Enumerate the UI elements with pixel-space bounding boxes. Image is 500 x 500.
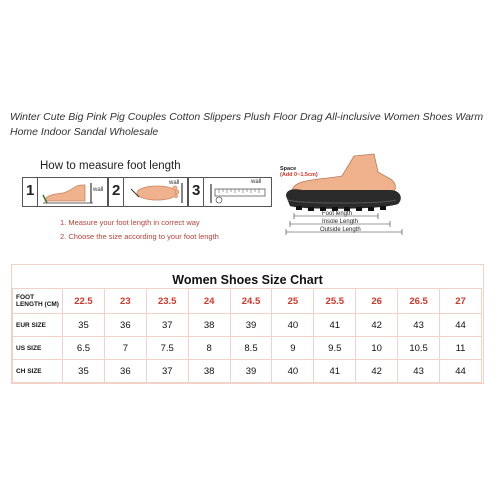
size-cell: 10.5 [398,337,440,360]
measure-step-2 [108,177,188,207]
insole-length-label: Insole Length [322,219,359,225]
size-cell: 35 [63,314,105,337]
measure-step-1 [22,177,108,207]
instruction-2: 2. Choose the size according to your foot length [60,232,219,241]
size-cell: 36 [104,360,146,383]
row-label: CH SIZE [13,360,63,383]
product-title-line1: Winter Cute Big Pink Pig Couples Cotton Slippers Plush Floor Drag All-inclusive Women Shoes Warm [10,111,484,123]
size-cell: 10 [356,337,398,360]
row-label: FOOT LENGTH (CM) [13,289,63,314]
size-chart-title: Women Shoes Size Chart [172,273,323,287]
size-cell: 25 [272,289,314,314]
product-title [10,110,490,140]
table-row [13,337,482,360]
size-cell: 42 [356,360,398,383]
size-cell: 8.5 [230,337,272,360]
size-cell: 25.5 [314,289,356,314]
size-cell: 43 [398,360,440,383]
measure-guide-title: How to measure foot length [40,160,181,172]
size-cell: 22.5 [63,289,105,314]
row-label: US SIZE [13,337,63,360]
size-cell: 41 [314,360,356,383]
size-table [12,288,482,383]
step-number-2: 2 [112,182,121,199]
row-label: EUR SIZE [13,314,63,337]
size-cell: 11 [440,337,482,360]
foot-length-label: Foot length [322,211,353,217]
size-cell: 37 [146,314,188,337]
size-cell: 23.5 [146,289,188,314]
table-row [13,314,482,337]
instruction-1: 1. Measure your foot length in correct way [60,218,200,227]
size-cell: 43 [398,314,440,337]
size-cell: 44 [440,360,482,383]
size-cell: 37 [146,360,188,383]
size-cell: 42 [356,314,398,337]
step-number-3: 3 [192,182,201,199]
table-row [13,289,482,314]
size-cell: 6.5 [63,337,105,360]
wall-label-1: wall [93,187,104,193]
size-cell: 39 [230,314,272,337]
size-cell: 41 [314,314,356,337]
size-cell: 44 [440,314,482,337]
size-cell: 40 [272,360,314,383]
step-number-1: 1 [26,182,35,199]
space-label: Space (Add 0~1.5cm) [280,166,318,178]
outside-length-label: Outside Length [320,227,361,233]
size-cell: 39 [230,360,272,383]
wall-label-3: wall [251,179,262,185]
table-row [13,360,482,383]
product-title-line2: Home Indoor Sandal Wholesale [10,126,159,138]
size-cell: 24 [188,289,230,314]
size-cell: 40 [272,314,314,337]
size-cell: 9 [272,337,314,360]
size-cell: 36 [104,314,146,337]
size-cell: 38 [188,360,230,383]
size-cell: 26.5 [398,289,440,314]
size-cell: 8 [188,337,230,360]
size-cell: 23 [104,289,146,314]
size-cell: 9.5 [314,337,356,360]
foot-icon [41,181,105,205]
measure-step-3 [188,177,272,207]
wall-label-2: wall [169,180,180,186]
size-cell: 27 [440,289,482,314]
size-cell: 35 [63,360,105,383]
size-cell: 7 [104,337,146,360]
size-cell: 26 [356,289,398,314]
size-cell: 24.5 [230,289,272,314]
size-cell: 7.5 [146,337,188,360]
size-cell: 38 [188,314,230,337]
